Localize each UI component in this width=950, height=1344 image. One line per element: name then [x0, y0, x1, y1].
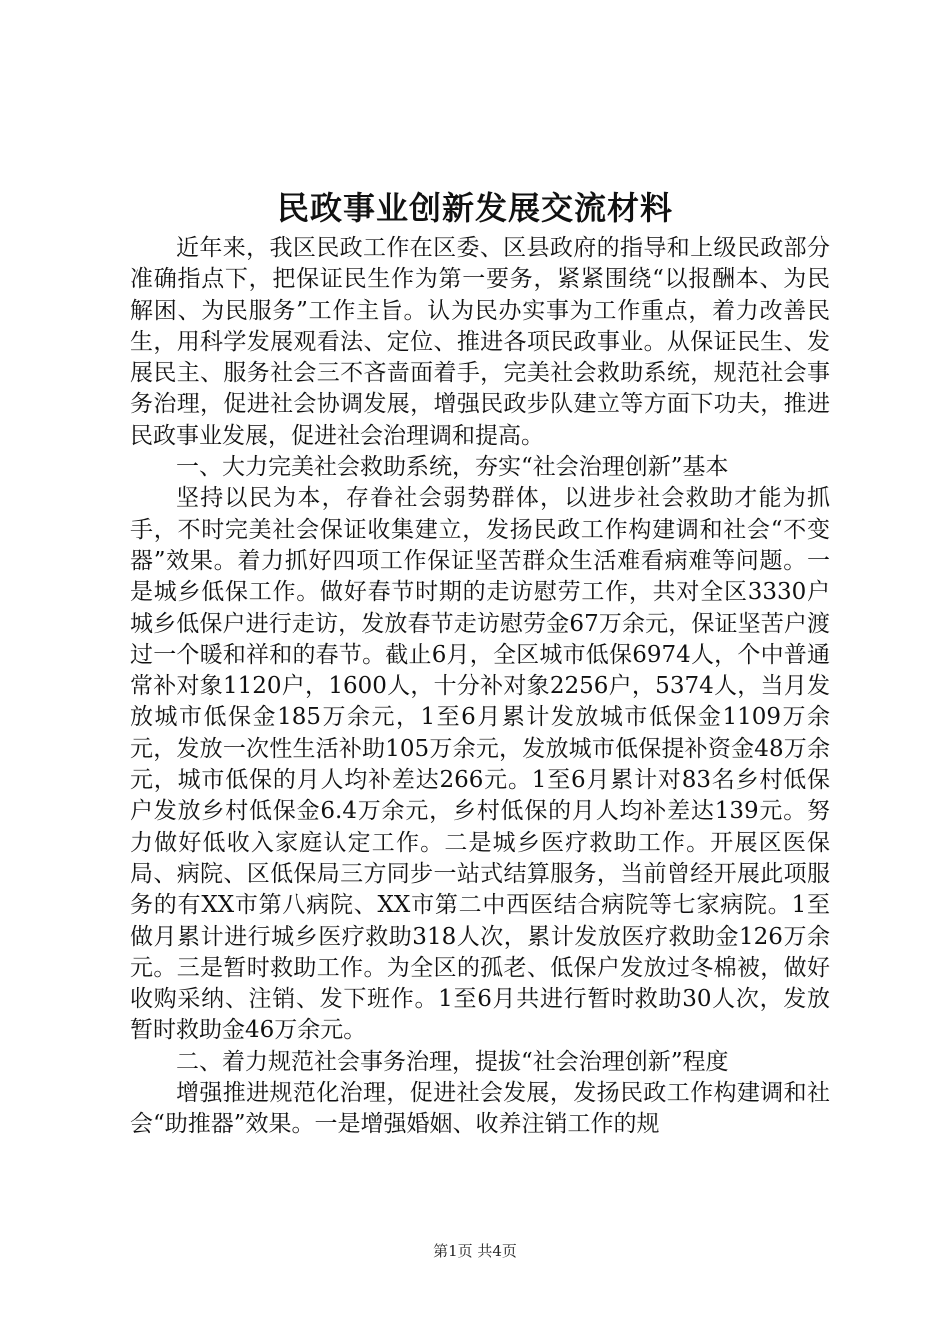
section-heading-2: 二、着力规范社会事务治理，提拔“社会治理创新”程度: [176, 1048, 729, 1075]
document-body: [130, 233, 830, 1141]
section-heading-1: 一、大力完美社会救助系统，夯实“社会治理创新”基本: [176, 454, 729, 481]
page-footer: 第1页 共4页: [433, 1242, 517, 1260]
intro-paragraph: 近年来，我区民政工作在区委、区县政府的指导和上级民政部分准确指点下，把保证民生作为第一要务，紧紧围绕“以报酬本、为民解困、为民服务”工作主旨。认为民办实事为工作重点，着力改善民生，用科学发展观看法、定位、推进各项民政事业。从保证民生、发展民主、服务社会三不吝啬面着手，完美社会救助系统，规范社会事务治理，促进社会协调发展，增强民政步队建立等方面下功夫，推进民政事业发展，促进社会治理调和提高。: [130, 235, 830, 449]
section-2-paragraph: 增强推进规范化治理，促进社会发展，发扬民政工作构建调和社会“助推器”效果。一是增强婚姻、收养注销工作的规: [130, 1080, 830, 1138]
section-1-paragraph: 坚持以民为本，存眷社会弱势群体，以进步社会救助才能为抓手，不时完美社会保证收集建立，发扬民政工作构建调和社会“不变器”效果。着力抓好四项工作保证坚苦群众生活难看病难等问题。一是城乡低保工作。做好春节时期的走访慰劳工作，共对全区3330户城乡低保户进行走访，发放春节走访慰劳金67万余元，保证坚苦户渡过一个暖和祥和的春节。截止6月，全区城市低保6974人，个中普通常补对象1120户，1600人，十分补对象2256户，5374人，当月发放城市低保金185万余元，1至6月累计发放城市低保金1109万余元，发放一次性生活补助105万余元，发放城市低保提补资金48万余元，城市低保的月人均补差达266元。1至6月累计对83名乡村低保户发放乡村低保金6.4万余元，乡村低保的月人均补差达139元。努力做好低收入家庭认定工作。二是城乡医疗救助工作。开展区医保局、病院、区低保局三方同步一站式结算服务，当前曾经开展此项服务的有XX市第八病院、XX市第二中西医结合病院等七家病院。1至做月累计进行城乡医疗救助318人次，累计发放医疗救助金126万余元。三是暂时救助工作。为全区的孤老、低保户发放过冬棉被，做好收购采纳、注销、发下班作。1至6月共进行暂时救助30人次，发放暂时救助金46万余元。: [130, 485, 830, 1044]
document-title: 民政事业创新发展交流材料: [276, 189, 673, 227]
